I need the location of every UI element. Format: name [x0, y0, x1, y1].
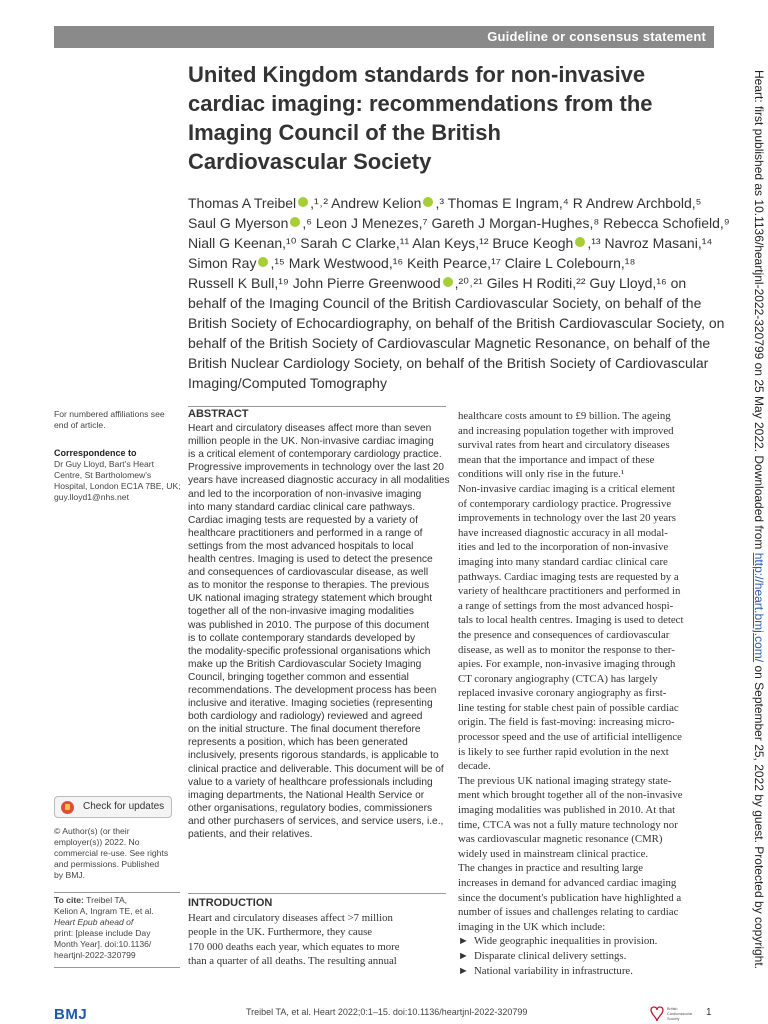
introduction-line: Heart and circulatory diseases affect >7 million — [188, 911, 393, 924]
abstract-line: imaging departments, the National Health Service or — [188, 789, 425, 801]
cite-heading: To cite: — [54, 895, 84, 905]
abstract-line: clinical practice and deliverable. This document will be of — [188, 763, 444, 775]
introduction-line: people in the UK. Furthermore, they cause — [188, 926, 373, 939]
to-cite-box — [54, 892, 180, 968]
author-line — [188, 233, 718, 253]
abstract-line: Cardiac imaging tests are requested by a variety of — [188, 514, 418, 526]
author-text: ,¹˒² Andrew Kelion — [310, 195, 422, 211]
bmj-logo: BMJ — [54, 1006, 88, 1023]
abstract-line: into many standard cardiac clinical care pathways. — [188, 501, 416, 513]
title-line: Imaging Council of the British — [188, 120, 501, 145]
body-line: ment which brought together all of the non-invasive — [458, 789, 683, 802]
cite-line: heartjnl-2022-320799 — [54, 950, 136, 960]
abstract-line: represents a position, which has been generated — [188, 737, 408, 749]
abstract-section — [188, 408, 450, 841]
cite-first-line — [54, 895, 180, 906]
copyright-line: commercial re-use. See rights — [54, 848, 169, 858]
body-line: time, CTCA was not a fully mature technology nor — [458, 818, 678, 831]
body-line: a range of settings from the most advanced hospi- — [458, 599, 674, 612]
abstract-line: make up the British Cardiovascular Society Imaging — [188, 658, 422, 670]
abstract-line: and consequences of cardiovascular disease, as well — [188, 567, 429, 579]
introduction-line: 170 000 deaths each year, which equates to more — [188, 940, 400, 953]
download-note-prefix: Heart: first published as 10.1136/heartjnl-2022-320799 on 25 May 2022. Downloaded from — [752, 70, 766, 553]
body-line: number of issues and challenges relating to cardiac — [458, 906, 679, 919]
abstract-line: health centres. Imaging is used to detect the presence — [188, 554, 433, 566]
abstract-line: UK national imaging strategy statement which brought — [188, 593, 433, 605]
title-line: Cardiovascular Society — [188, 149, 432, 174]
body-line: origin. The field is fast-moving: increasing micro- — [458, 716, 675, 729]
body-line: healthcare costs amount to £9 billion. The ageing — [458, 410, 671, 422]
author-line — [188, 373, 718, 393]
affiliations-note-line: end of article. — [54, 420, 106, 430]
abstract-line: is a critical element of contemporary cardiology practice. — [188, 449, 442, 461]
abstract-line: inclusive and iterative. Imaging societies (representing — [188, 698, 433, 710]
body-line: conditions will only rise in the future.¹ — [458, 468, 625, 481]
author-line — [188, 293, 718, 313]
abstract-line: is to collate contemporary standards developed by — [188, 632, 416, 644]
body-line: increases in demand for advanced cardiac imaging — [458, 877, 677, 889]
cite-line: print: [please include Day — [54, 928, 151, 938]
body-line: ities and led to the incorporation of non-invasive — [458, 541, 669, 554]
title-line: cardiac imaging: recommendations from the — [188, 91, 653, 116]
bcs-logo — [648, 1004, 692, 1024]
body-line: line testing for stable chest pain of possible cardiac — [458, 701, 679, 714]
bullet-item — [458, 934, 714, 949]
copyright-line: and permissions. Published — [54, 859, 160, 869]
abstract-heading: ABSTRACT — [188, 408, 249, 420]
author-line — [188, 253, 718, 273]
bullet-arrow-icon: ► — [458, 949, 469, 962]
body-text-column — [458, 409, 714, 978]
body-line: The changes in practice and resulting large — [458, 862, 644, 875]
bullet-arrow-icon: ► — [458, 964, 469, 977]
body-line: of contemporary cardiology practice. Progressive — [458, 497, 672, 510]
author-line — [188, 333, 718, 353]
check-for-updates-button[interactable] — [54, 796, 172, 818]
body-line: replaced invasive coronary angiography as first- — [458, 687, 667, 700]
body-line: pathways. Cardiac imaging tests are requested by a — [458, 570, 679, 583]
orcid-icon[interactable] — [298, 197, 308, 207]
body-line: and increasing population together with improved — [458, 424, 674, 437]
body-line: the presence and consequences of cardiovascular — [458, 628, 670, 641]
body-line: decade. — [458, 760, 491, 773]
author-line — [188, 273, 718, 293]
introduction-divider — [188, 893, 446, 894]
author-text: British Nuclear Cardiology Society, on behalf of the British Society of Cardiovascular — [188, 355, 709, 371]
copyright-line: employer(s)) 2022. No — [54, 837, 140, 847]
section-header-bar — [54, 26, 714, 48]
body-line: is likely to see further rapid evolution in the next — [458, 745, 669, 758]
body-line: survival rates from heart and circulatory diseases — [458, 439, 670, 452]
abstract-line: was published in 2010. The purpose of this document — [188, 619, 430, 631]
copyright-line: © Author(s) (or their — [54, 826, 130, 836]
orcid-icon[interactable] — [575, 237, 585, 247]
bullet-item — [458, 964, 714, 979]
crossmark-icon — [61, 801, 74, 814]
author-text: ,⁶ Leon J Menezes,⁷ Gareth J Morgan-Hughes,⁸ Rebecca Schofield,⁹ — [302, 215, 730, 231]
cite-line: Month Year]. doi:10.1136/ — [54, 939, 152, 949]
body-line: variety of healthcare practitioners and performed in — [458, 585, 681, 598]
bcs-logo-text: British — [667, 1007, 678, 1011]
author-list — [188, 193, 730, 393]
author-text: Niall G Keenan,¹⁰ Sarah C Clarke,¹¹ Alan Keys,¹² Bruce Keogh — [188, 235, 574, 251]
introduction-section — [188, 896, 446, 969]
body-line: widely used in mainstream clinical practice. — [458, 847, 649, 860]
abstract-line: Council, bringing together common and essential — [188, 671, 409, 683]
copyright-line: by BMJ. — [54, 870, 86, 880]
abstract-line: Heart and circulatory diseases affect more than seven — [188, 423, 432, 435]
download-note — [752, 70, 766, 969]
article-title — [188, 60, 708, 176]
author-text: British Society of Echocardiography, on behalf of the British Cardiovascular Society, on — [188, 315, 725, 331]
bullet-text: National variability in infrastructure. — [474, 964, 633, 977]
author-line — [188, 193, 718, 213]
cite-line: Heart Epub ahead of — [54, 917, 134, 927]
cite-line: Kelion A, Ingram TE, et al. — [54, 906, 154, 916]
orcid-icon[interactable] — [290, 217, 300, 227]
author-text: ,²⁰˒²¹ Giles H Roditi,²² Guy Lloyd,¹⁶ on — [454, 275, 687, 291]
abstract-line: and led to the incorporation of non-invasive imaging — [188, 488, 422, 500]
author-text: ,¹⁵ Mark Westwood,¹⁶ Keith Pearce,¹⁷ Claire L Colebourn,¹⁸ — [270, 255, 636, 271]
author-text: ,³ Thomas E Ingram,⁴ R Andrew Archbold,⁵ — [435, 195, 702, 211]
body-line: mean that the importance and impact of these — [458, 453, 655, 466]
body-line: disease, as well as to monitor the response to ther- — [458, 643, 675, 656]
bcs-logo-text: Society — [667, 1017, 680, 1021]
author-text: Thomas A Treibel — [188, 195, 297, 211]
title-line: United Kingdom standards for non-invasive — [188, 62, 646, 87]
affiliations-note-line: For numbered affiliations see — [54, 409, 165, 419]
abstract-line: healthcare practitioners and performed in a range of — [188, 527, 423, 539]
author-line — [188, 353, 718, 373]
abstract-line: recommendations. The development process has been — [188, 684, 437, 696]
abstract-divider — [188, 406, 446, 407]
author-text: ,¹³ Navroz Masani,¹⁴ — [587, 235, 713, 251]
heart-icon — [651, 1007, 663, 1021]
introduction-line: than a quarter of all deaths. The resulting annual — [188, 955, 397, 968]
author-line — [188, 313, 725, 333]
orcid-icon[interactable] — [423, 197, 433, 207]
abstract-line: patients, and their relatives. — [188, 829, 313, 840]
abstract-line: other organisations, regulatory bodies, commissioners — [188, 802, 433, 814]
page-number: 1 — [706, 1007, 712, 1018]
introduction-heading: INTRODUCTION — [188, 897, 273, 909]
body-line: imaging in the UK which include: — [458, 920, 606, 933]
correspondence-heading: Correspondence to — [54, 448, 137, 458]
bullet-text: Disparate clinical delivery settings. — [474, 949, 627, 962]
body-line: The previous UK national imaging strategy state- — [458, 774, 672, 787]
correspondence-email[interactable]: guy.lloyd1@nhs.net — [54, 492, 129, 502]
journal-link[interactable]: http://heart.bmj.com/ — [752, 552, 766, 663]
body-line: improvements in technology over the last 20 years — [458, 512, 676, 525]
correspondence-block — [54, 448, 180, 503]
abstract-line: years have increased diagnostic accuracy in all modalities — [188, 475, 450, 487]
orcid-icon[interactable] — [443, 277, 453, 287]
bcs-logo-text: Cardiovascular — [667, 1012, 692, 1016]
abstract-line: Progressive improvements in technology over the last 20 — [188, 462, 444, 474]
abstract-line: as to monitor the response to therapies. The previous — [188, 580, 430, 592]
author-text: behalf of the British Society of Cardiovascular Magnetic Resonance, on behalf of the — [188, 335, 711, 351]
body-line: Non-invasive cardiac imaging is a critical element — [458, 482, 676, 495]
abstract-line: value to a variety of healthcare professionals including — [188, 776, 433, 788]
abstract-line: on the initial structure. The final document therefore — [188, 724, 421, 736]
affiliations-note — [54, 409, 180, 431]
author-text: Simon Ray — [188, 255, 257, 271]
abstract-line: and other purchasers of services, and service users, i.e., — [188, 815, 444, 827]
copyright-block — [54, 826, 180, 881]
abstract-line: together all of the non-invasive imaging modalities — [188, 606, 414, 618]
bullet-item — [458, 949, 714, 964]
body-line: imaging into many standard cardiac clinical care — [458, 555, 668, 568]
download-note-suffix: on September 25, 2022 by guest. Protected by copyright. — [752, 662, 766, 969]
abstract-line: inclusively, presents rigorous standards, is applicable to — [188, 750, 439, 762]
body-line: CT coronary angiography (CTCA) has largely — [458, 672, 658, 685]
author-text: Russell K Bull,¹⁹ John Pierre Greenwood — [188, 275, 441, 291]
bullet-text: Wide geographic inequalities in provision. — [474, 935, 658, 948]
bullet-arrow-icon: ► — [458, 935, 469, 948]
author-text: behalf of the Imaging Council of the British Cardiovascular Society, on behalf of the — [188, 295, 702, 311]
body-line: since the document's publication have highlighted a — [458, 891, 682, 904]
body-line: have increased diagnostic accuracy in all modal- — [458, 526, 668, 539]
body-line: apies. For example, non-invasive imaging through — [458, 658, 676, 671]
body-line: processor speed and the use of artificial intelligence — [458, 731, 682, 744]
correspondence-line: Dr Guy Lloyd, Bart's Heart — [54, 459, 155, 469]
orcid-icon[interactable] — [258, 257, 268, 267]
abstract-line: the modality-specific professional organisations which — [188, 645, 431, 657]
author-text: Saul G Myerson — [188, 215, 289, 231]
body-line: imaging modalities was published in 2010. At that — [458, 804, 676, 817]
check-for-updates-label: Check for updates — [83, 801, 165, 812]
author-line — [188, 213, 730, 233]
body-line: was cardiovascular magnetic resonance (CMR) — [458, 833, 663, 846]
correspondence-line: Centre, St Bartholomew's — [54, 470, 152, 480]
footer-citation: Treibel TA, et al. Heart 2022;0:1–15. doi:10.1136/heartjnl-2022-320799 — [246, 1007, 528, 1017]
abstract-line: settings from the most advanced hospitals to local — [188, 540, 414, 552]
body-line: tals to local health centres. Imaging is used to detect — [458, 614, 684, 627]
author-text: Imaging/Computed Tomography — [188, 375, 387, 391]
abstract-line: both cardiology and radiology) reviewed and agreed — [188, 711, 423, 723]
abstract-line: million people in the UK. Non-invasive cardiac imaging — [188, 436, 434, 448]
correspondence-line: Hospital, London EC1A 7BE, UK; — [54, 481, 181, 491]
cite-line: Treibel TA, — [83, 895, 128, 905]
section-label: Guideline or consensus statement — [487, 29, 706, 44]
